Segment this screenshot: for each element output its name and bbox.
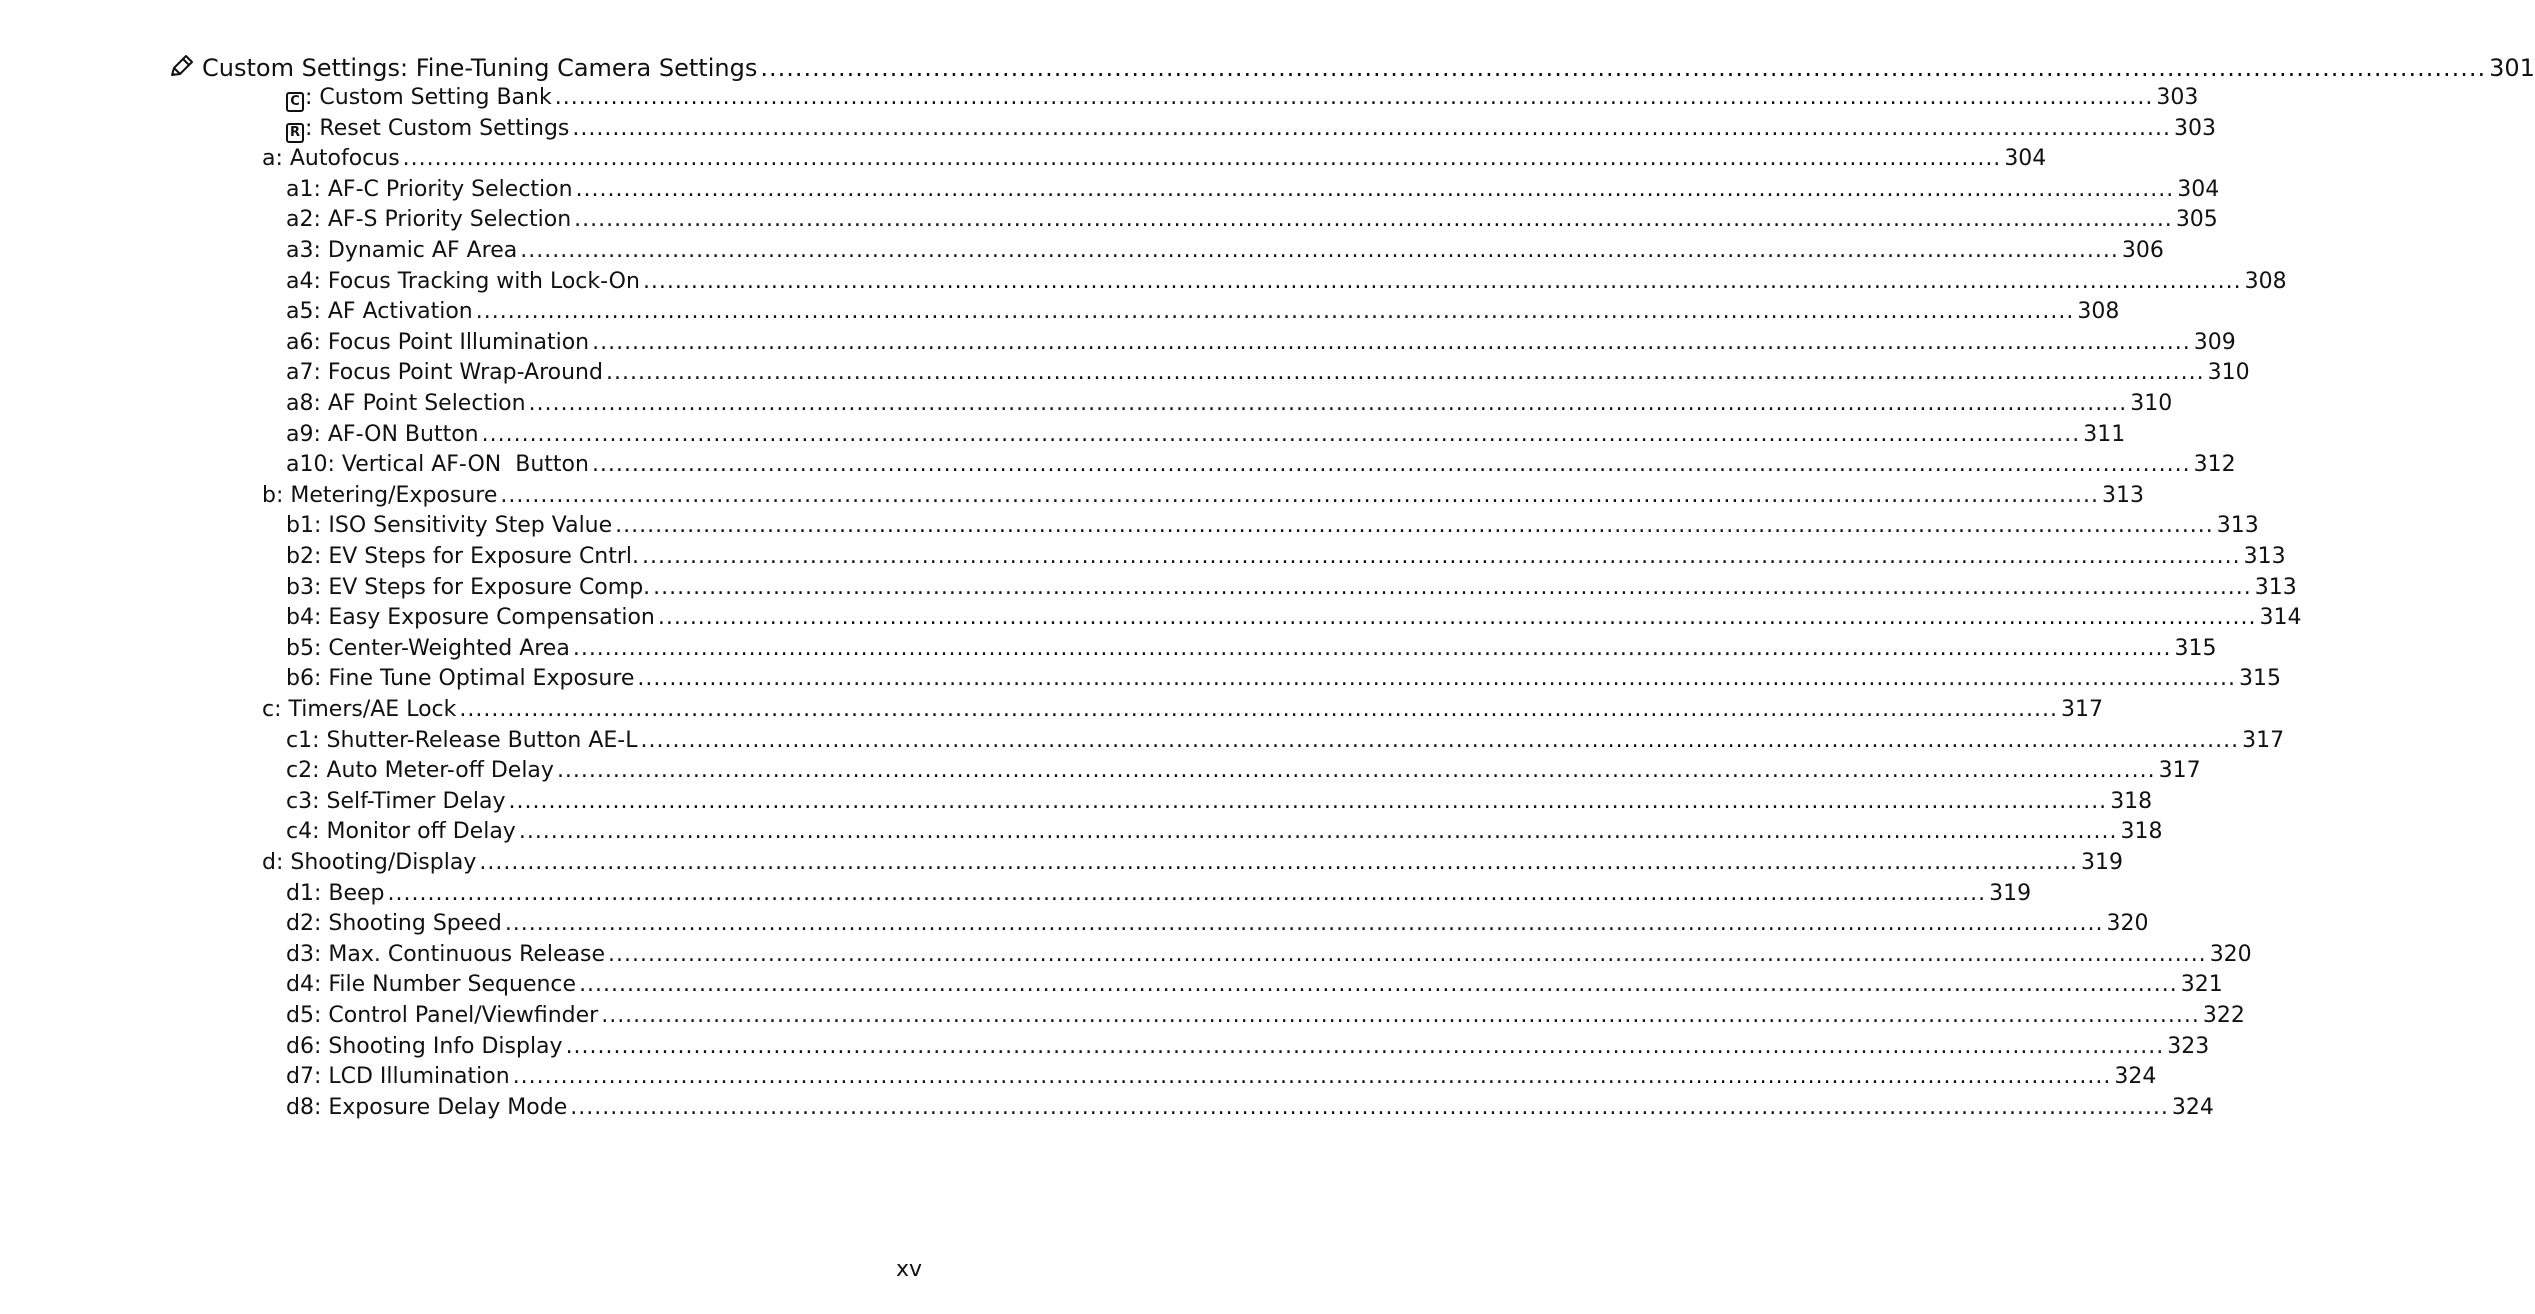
dot-leader: ........................................................................................................................................................................................................ — [479, 850, 2078, 875]
toc-entry-label: c: Timers/AE Lock — [262, 697, 457, 722]
toc-page-number: 309 — [2193, 329, 2236, 355]
toc-section-entry[interactable] — [262, 849, 2123, 877]
toc-entry[interactable] — [286, 206, 2218, 234]
toc-entry[interactable] — [286, 1002, 2245, 1030]
toc-entry[interactable] — [286, 512, 2259, 540]
dot-leader: ........................................................................................................................................................................................................ — [640, 727, 2240, 753]
toc-page-number: 313 — [2254, 574, 2297, 600]
toc-entry-label-wrap — [286, 176, 573, 204]
toc-entry-label-wrap — [262, 482, 497, 510]
toc-entry-label-wrap — [286, 512, 612, 540]
toc-entry-label: a8: AF Point Selection — [286, 391, 526, 416]
toc-entry-label-wrap — [286, 237, 517, 265]
toc-entry[interactable] — [286, 237, 2164, 265]
toc-entry-label: a1: AF-C Priority Selection — [286, 176, 573, 202]
toc-page-number: 306 — [2121, 238, 2164, 263]
toc-entry-label-wrap — [286, 390, 526, 418]
toc-page-number: 313 — [2243, 544, 2286, 569]
toc-heading-label-wrap — [168, 50, 757, 83]
toc-entry-label: b3: EV Steps for Exposure Comp. — [286, 574, 651, 600]
toc-entry[interactable] — [286, 788, 2153, 816]
toc-entry-label-wrap — [286, 451, 589, 479]
toc-page-number: 317 — [2061, 697, 2104, 722]
toc-page-number: 313 — [2216, 513, 2259, 539]
toc-entry-label-wrap — [262, 849, 476, 877]
toc-entry-label: b: Metering/Exposure — [262, 482, 498, 508]
toc-entry-label-wrap — [286, 880, 385, 908]
toc-entry-label: d6: Shooting Info Display — [286, 1033, 563, 1059]
toc-page-number: 324 — [2171, 1094, 2214, 1120]
toc-entry[interactable] — [286, 880, 2032, 908]
toc-page-number: 304 — [2004, 146, 2047, 172]
toc-entry-label: d7: LCD Illumination — [286, 1064, 510, 1090]
dot-leader: ........................................................................................................................................................................................................ — [760, 54, 2487, 82]
toc-page-number: 305 — [2175, 207, 2218, 233]
toc-entry-label: d: Shooting/Display — [262, 850, 477, 875]
dot-leader: ........................................................................................................................................................................................................ — [574, 207, 2173, 233]
dot-leader: ........................................................................................................................................................................................................ — [601, 1003, 2200, 1028]
toc-entry-label-wrap — [286, 298, 473, 326]
dot-leader: ........................................................................................................................................................................................................ — [481, 421, 2081, 447]
toc-entry-label: b2: EV Steps for Exposure Cntrl. — [286, 544, 640, 569]
toc-page-number: 313 — [2102, 482, 2145, 508]
dot-leader: ........................................................................................................................................................................................................ — [605, 360, 2205, 386]
toc-entry-label: d5: Control Panel/Viewfinder — [286, 1003, 599, 1028]
toc-entry-label-wrap — [286, 543, 639, 571]
toc-entry-label: a: Autofocus — [262, 146, 400, 172]
toc-page-number: 319 — [1989, 880, 2032, 906]
dot-leader: ........................................................................................................................................................................................................ — [642, 268, 2242, 294]
toc-entry[interactable] — [286, 84, 2199, 112]
toc-entry-label-wrap — [286, 1063, 510, 1091]
dot-leader: ........................................................................................................................................................................................................ — [504, 911, 2104, 937]
toc-entry[interactable] — [286, 727, 2285, 755]
toc-entry-label: c2: Auto Meter-off Delay — [286, 758, 554, 784]
toc-section-entry[interactable] — [262, 482, 2145, 510]
dot-leader: ........................................................................................................................................................................................................ — [653, 574, 2252, 600]
toc-entry-label: d1: Beep — [286, 880, 385, 906]
toc-page-number: 320 — [2209, 941, 2252, 967]
toc-page-number: 318 — [2120, 819, 2163, 845]
toc-entry[interactable] — [286, 268, 2287, 296]
toc-page-number: 323 — [2167, 1033, 2210, 1059]
toc-entry-label-wrap — [286, 1094, 567, 1122]
toc-entry-label: c1: Shutter-Release Button AE-L — [286, 727, 638, 753]
toc-heading-label: Custom Settings: Fine-Tuning Camera Settings — [202, 54, 758, 82]
toc-entry-label: b6: Fine Tune Optimal Exposure — [286, 666, 635, 692]
toc-entry[interactable] — [286, 543, 2286, 571]
toc-entry-label-wrap — [286, 665, 634, 693]
dot-leader: ........................................................................................................................................................................................................ — [572, 115, 2172, 141]
dot-leader: ........................................................................................................................................................................................................ — [592, 329, 2191, 355]
toc-entry-label: d8: Exposure Delay Mode — [286, 1094, 568, 1120]
toc-entry-label: : Reset Custom Settings — [305, 115, 570, 141]
toc-entry-label: b5: Center-Weighted Area — [286, 635, 570, 661]
toc-page-number: 318 — [2110, 788, 2153, 814]
toc-page-number: 310 — [2207, 360, 2250, 386]
dot-leader: ........................................................................................................................................................................................................ — [402, 146, 2002, 172]
toc-entry[interactable] — [286, 451, 2236, 479]
toc-page-number: 317 — [2158, 758, 2201, 784]
toc-entry[interactable] — [286, 910, 2149, 938]
toc-entry-label: d3: Max. Continuous Release — [286, 941, 606, 967]
toc-entry[interactable] — [286, 1063, 2157, 1091]
toc-page-number: 304 — [2177, 176, 2220, 202]
toc-entry-label-wrap — [286, 1002, 598, 1030]
toc-page-number: 312 — [2193, 452, 2236, 478]
bank-badge-icon: C — [286, 92, 304, 112]
toc-entry-label: a7: Focus Point Wrap-Around — [286, 360, 603, 386]
toc-entry-label-wrap — [286, 971, 576, 999]
toc-entry-label-wrap — [286, 329, 589, 357]
dot-leader: ........................................................................................................................................................................................................ — [556, 758, 2156, 784]
toc-entry-label: a6: Focus Point Illumination — [286, 329, 590, 355]
toc-entry-label: a5: AF Activation — [286, 299, 473, 325]
toc-page-number: 322 — [2202, 1003, 2245, 1028]
dot-leader: ........................................................................................................................................................................................................ — [512, 1064, 2112, 1090]
toc-entry-label-wrap — [262, 145, 400, 173]
toc-page-number: 315 — [2174, 635, 2217, 661]
toc-entry[interactable] — [286, 359, 2250, 387]
bank-badge-icon: R — [286, 123, 304, 143]
toc-page-number: 317 — [2242, 727, 2285, 753]
toc-entry[interactable] — [286, 818, 2163, 846]
dot-leader: ........................................................................................................................................................................................................ — [475, 299, 2075, 325]
dot-leader: ........................................................................................................................................................................................................ — [608, 941, 2207, 967]
toc-entry[interactable] — [286, 971, 2223, 999]
dot-leader: ........................................................................................................................................................................................................ — [657, 605, 2257, 631]
toc-entry-label: d2: Shooting Speed — [286, 911, 502, 937]
dot-leader: ........................................................................................................................................................................................................ — [508, 788, 2108, 814]
toc-entry-label-wrap — [262, 696, 456, 724]
toc-entry-label-wrap — [286, 757, 554, 785]
toc-entry[interactable] — [286, 665, 2282, 693]
toc-page-number: 308 — [2077, 299, 2120, 325]
toc-entry[interactable] — [286, 757, 2201, 785]
toc-entry-label-wrap — [286, 359, 603, 387]
toc-page-number: 314 — [2259, 605, 2302, 631]
toc-entry-label-wrap — [286, 818, 516, 846]
toc-page-number: 321 — [2180, 972, 2223, 998]
toc-entry-label-wrap — [286, 84, 552, 112]
toc-page-number: 320 — [2106, 911, 2149, 937]
toc-entry[interactable] — [286, 1033, 2210, 1061]
toc-entry-label: : Custom Setting Bank — [305, 85, 552, 110]
toc-page-number: 303 — [2174, 115, 2217, 141]
toc-entry-label: b4: Easy Exposure Compensation — [286, 605, 655, 631]
toc-entry[interactable] — [286, 329, 2236, 357]
dot-leader: ........................................................................................................................................................................................................ — [459, 697, 2059, 722]
toc-entry-label-wrap — [286, 788, 506, 816]
dot-leader: ........................................................................................................................................................................................................ — [554, 85, 2154, 110]
toc-entry-label: c4: Monitor off Delay — [286, 819, 516, 845]
dot-leader: ........................................................................................................................................................................................................ — [518, 819, 2118, 845]
toc-entry[interactable] — [286, 115, 2217, 143]
toc-entry[interactable] — [286, 574, 2297, 602]
toc-entry-label-wrap — [286, 115, 569, 143]
toc-entry[interactable] — [286, 1094, 2214, 1122]
toc-page-number: 310 — [2130, 391, 2173, 416]
toc-page-number: 315 — [2239, 666, 2282, 692]
toc-page-number: 324 — [2114, 1064, 2157, 1090]
toc-entry-label-wrap — [286, 206, 571, 234]
toc-entry-label-wrap — [286, 1033, 563, 1061]
toc-entry-label: d4: File Number Sequence — [286, 972, 577, 998]
dot-leader: ........................................................................................................................................................................................................ — [591, 452, 2191, 478]
pencil-icon — [168, 53, 196, 79]
toc-section-entry[interactable] — [262, 696, 2104, 724]
toc-page-number: 303 — [2156, 85, 2199, 110]
dot-leader: ........................................................................................................................................................................................................ — [565, 1033, 2165, 1059]
toc-heading[interactable] — [168, 50, 2535, 83]
dot-leader: ........................................................................................................................................................................................................ — [575, 176, 2175, 202]
dot-leader: ........................................................................................................................................................................................................ — [579, 972, 2178, 998]
toc-entry-label: a9: AF-ON Button — [286, 421, 479, 447]
toc-page-number: 308 — [2244, 268, 2287, 294]
toc-entry[interactable] — [286, 635, 2217, 663]
toc-entry-label: a4: Focus Tracking with Lock-On — [286, 268, 640, 294]
toc-entry-label-wrap — [286, 635, 570, 663]
toc-entry-label-wrap — [286, 574, 650, 602]
dot-leader: ........................................................................................................................................................................................................ — [637, 666, 2237, 692]
toc-section-entry[interactable] — [262, 145, 2047, 173]
toc-entry-label-wrap — [286, 941, 605, 969]
dot-leader: ........................................................................................................................................................................................................ — [387, 880, 1987, 906]
dot-leader: ........................................................................................................................................................................................................ — [500, 482, 2100, 508]
toc-entry[interactable] — [286, 604, 2302, 632]
toc-entry-label: a10: Vertical AF-ON Button — [286, 452, 589, 478]
toc-entry-label-wrap — [286, 268, 640, 296]
dot-leader: ........................................................................................................................................................................................................ — [615, 513, 2214, 539]
toc-entry[interactable] — [286, 390, 2173, 418]
dot-leader: ........................................................................................................................................................................................................ — [572, 635, 2172, 661]
toc-entry[interactable] — [286, 176, 2220, 204]
toc-entry[interactable] — [286, 298, 2120, 326]
toc-entry-label-wrap — [286, 910, 502, 938]
toc-entry-label: b1: ISO Sensitivity Step Value — [286, 513, 613, 539]
toc-entry-label: a3: Dynamic AF Area — [286, 238, 518, 263]
toc-page-number: 301 — [2489, 54, 2535, 82]
dot-leader: ........................................................................................................................................................................................................ — [528, 391, 2128, 416]
toc-entry[interactable] — [286, 421, 2126, 449]
dot-leader: ........................................................................................................................................................................................................ — [570, 1094, 2169, 1120]
toc-entry-label-wrap — [286, 421, 479, 449]
toc-entry-label-wrap — [286, 727, 638, 755]
toc-page-number: 319 — [2081, 850, 2123, 875]
toc-entry[interactable] — [286, 941, 2252, 969]
toc-entry-label: a2: AF-S Priority Selection — [286, 207, 572, 233]
toc-entry-label-wrap — [286, 604, 655, 632]
toc-entry-label: c3: Self-Timer Delay — [286, 788, 506, 814]
dot-leader: ........................................................................................................................................................................................................ — [642, 544, 2241, 569]
toc-page-number: 311 — [2083, 421, 2126, 447]
page-folio: xv — [895, 1257, 922, 1282]
dot-leader: ........................................................................................................................................................................................................ — [520, 238, 2119, 263]
